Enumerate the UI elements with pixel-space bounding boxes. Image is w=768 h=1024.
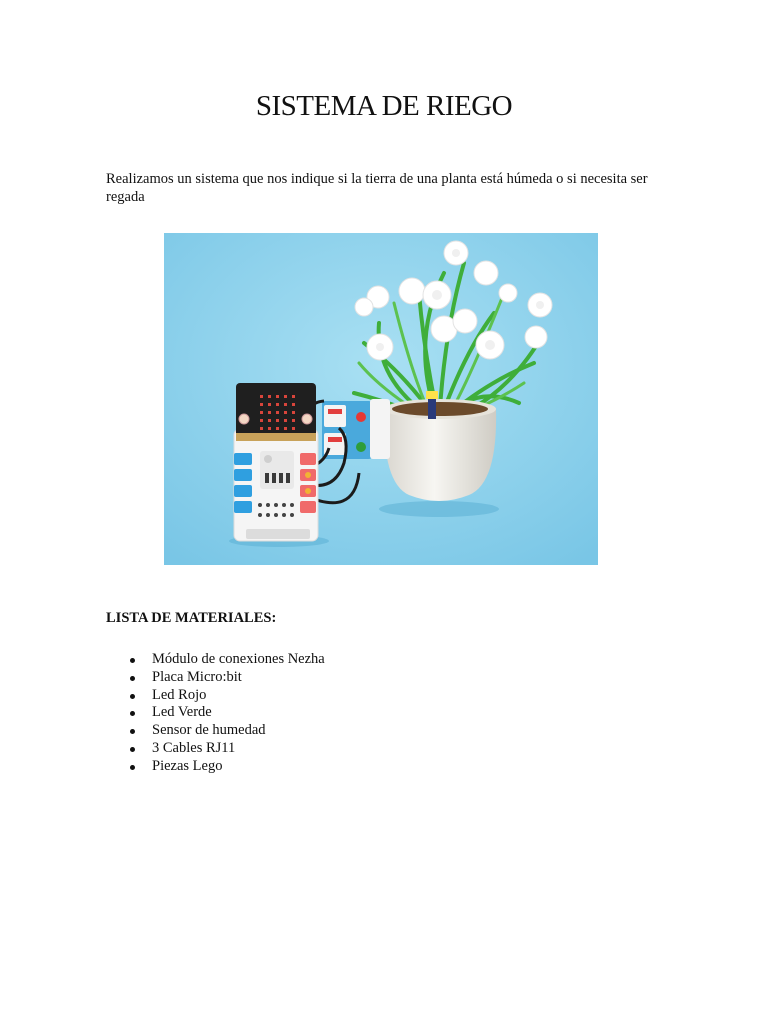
list-item-label: Sensor de humedad [152, 722, 266, 739]
list-item-label: Piezas Lego [152, 757, 223, 774]
bullet-icon [130, 729, 135, 734]
bullet-icon [130, 658, 135, 663]
bullet-icon [130, 765, 135, 770]
list-item-label: Led Rojo [152, 686, 207, 703]
intro-paragraph: Realizamos un sistema que nos indique si la tierra de una planta está húmeda o si necesita ser regada [106, 171, 648, 205]
list-item [106, 651, 325, 669]
bullet-icon [130, 694, 135, 699]
list-item [106, 704, 325, 722]
materials-heading: LISTA DE MATERIALES: [106, 610, 277, 626]
bullet-icon [130, 747, 135, 752]
materials-list [106, 651, 325, 776]
list-item [106, 687, 325, 705]
list-item [106, 740, 325, 758]
list-item [106, 758, 325, 776]
list-item [106, 669, 325, 687]
list-item-label: 3 Cables RJ11 [152, 739, 236, 756]
project-photo [164, 233, 598, 565]
page-title: SISTEMA DE RIEGO [255, 90, 513, 122]
bullet-icon [130, 711, 135, 716]
list-item-label: Módulo de conexiones Nezha [152, 651, 325, 667]
list-item-label: Placa Micro:bit [152, 668, 242, 685]
list-item [106, 722, 325, 740]
list-item-label: Led Verde [152, 704, 212, 721]
bullet-icon [130, 676, 135, 681]
